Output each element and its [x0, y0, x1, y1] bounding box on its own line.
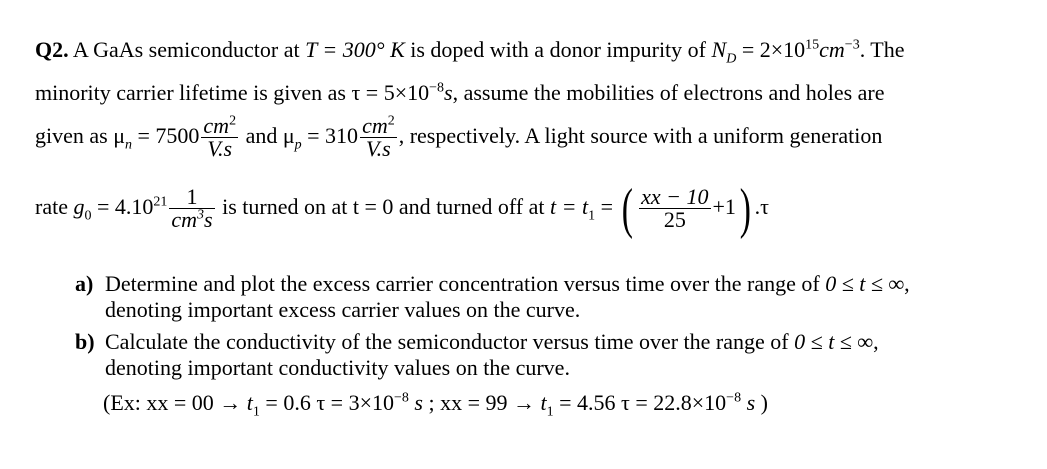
part-b-text: Calculate the conductivity of the semiconductor versus time over the range of — [105, 329, 795, 354]
example-separator: ; xx = 99 — [422, 390, 513, 415]
mobility-unit-fraction-p — [360, 115, 397, 160]
electron-mobility-symbol: μ — [113, 123, 125, 148]
right-paren: ) — [739, 177, 751, 240]
t1-fraction — [639, 186, 710, 231]
example-exp-1: −8 — [393, 390, 409, 406]
donor-exponent: 15 — [805, 37, 820, 53]
lifetime-exponent: −8 — [429, 80, 445, 96]
example-close: ) — [755, 390, 768, 415]
hole-mobility-symbol: μ — [282, 123, 295, 148]
t1-fraction-den: 25 — [663, 207, 686, 233]
unit-num-n: cm — [203, 113, 230, 139]
example-unit-2: s — [741, 390, 756, 415]
unit-den-p: V.s — [366, 136, 391, 162]
temperature-expr: T = 300° K — [305, 37, 405, 62]
part-b-line-2 — [105, 355, 570, 381]
part-a-label: a) — [75, 271, 94, 296]
generation-unit-den-exp: 3 — [197, 208, 205, 224]
tau-tail: .τ — [754, 194, 769, 219]
line1-text-a: A GaAs semiconductor at — [68, 37, 306, 62]
example-sub-1: 1 — [252, 404, 260, 420]
electron-mobility-value: = 7500 — [132, 123, 200, 148]
donor-unit-exponent: −3 — [844, 37, 860, 53]
hole-mobility-value: = 310 — [301, 123, 359, 148]
example-eq-1: = 0.6 τ = 3×10 — [259, 390, 394, 415]
lifetime-expr: τ = 5×10 — [351, 80, 430, 105]
donor-value: = 2×10 — [736, 37, 806, 62]
line1-text-c: . The — [859, 37, 905, 62]
plus-one: +1 — [712, 194, 736, 219]
part-a-line-2 — [105, 297, 580, 323]
hole-mobility-subscript: p — [294, 137, 302, 153]
generation-unit-den-s: s — [204, 207, 213, 233]
example-eq-2: = 4.56 τ = 22.8×10 — [553, 390, 727, 415]
line4-text-a: rate — [35, 194, 74, 219]
example-sub-2: 1 — [546, 404, 554, 420]
donor-symbol: N — [711, 37, 727, 62]
t1-symbol: t = t — [549, 194, 589, 219]
generation-symbol: g — [73, 194, 85, 219]
example-arrow-2: → t — [512, 390, 547, 415]
unit-num-exp-p: 2 — [387, 114, 395, 130]
donor-subscript: D — [726, 51, 737, 67]
part-a-comma: , — [904, 271, 910, 296]
question-line-4 — [35, 177, 769, 240]
part-b-comma: , — [873, 329, 879, 354]
part-a-range: 0 ≤ t ≤ ∞ — [825, 271, 905, 296]
generation-unit-fraction — [169, 186, 214, 231]
unit-den-n: V.s — [207, 136, 233, 162]
example-text-a: (Ex: xx = 00 — [103, 390, 220, 415]
generation-subscript: 0 — [84, 208, 92, 224]
line3-and: and — [240, 123, 283, 148]
part-b-line-1 — [75, 329, 879, 355]
t1-fraction-num: xx − 10 — [641, 184, 709, 210]
question-line-1 — [35, 37, 905, 67]
generation-exponent: 21 — [153, 194, 168, 210]
example-unit-1: s — [408, 390, 423, 415]
unit-num-exp-n: 2 — [229, 114, 237, 130]
lifetime-unit: s — [444, 80, 453, 105]
line4-text-b: is turned on at t = 0 and turned off at — [216, 194, 550, 219]
generation-value: = 4.10 — [91, 194, 154, 219]
line3-text-a: given as — [35, 123, 114, 148]
part-b-range: 0 ≤ t ≤ ∞ — [794, 329, 874, 354]
example-line — [103, 390, 768, 420]
t1-subscript: 1 — [588, 208, 596, 224]
left-paren: ( — [622, 177, 634, 240]
unit-num-p: cm — [362, 113, 388, 139]
part-a-text: Determine and plot the excess carrier concentration versus time over the range of — [105, 271, 826, 296]
generation-unit-den: cm — [171, 207, 198, 233]
question-line-3 — [35, 113, 882, 160]
t1-equals: = — [595, 194, 619, 219]
line2-text-a: minority carrier lifetime is given as — [35, 80, 352, 105]
part-a-line-1 — [75, 271, 910, 297]
line1-text-b: is doped with a donor impurity of — [404, 37, 712, 62]
question-line-2 — [35, 80, 885, 106]
electron-mobility-subscript: n — [125, 137, 132, 153]
example-exp-2: −8 — [726, 390, 742, 406]
generation-unit-num: 1 — [169, 186, 214, 209]
question-label: Q2. — [35, 37, 69, 62]
mobility-unit-fraction-n — [201, 115, 238, 160]
line2-text-b: , assume the mobilities of electrons and holes are — [452, 80, 885, 105]
line3-text-b: , respectively. A light source with a uniform generation — [398, 123, 883, 148]
example-arrow-1: → t — [219, 390, 253, 415]
part-b-label: b) — [75, 329, 95, 354]
donor-unit: cm — [819, 37, 845, 62]
part-a-text-2: denoting important excess carrier values on the curve. — [105, 297, 581, 322]
part-b-text-2: denoting important conductivity values on the curve. — [105, 355, 570, 380]
